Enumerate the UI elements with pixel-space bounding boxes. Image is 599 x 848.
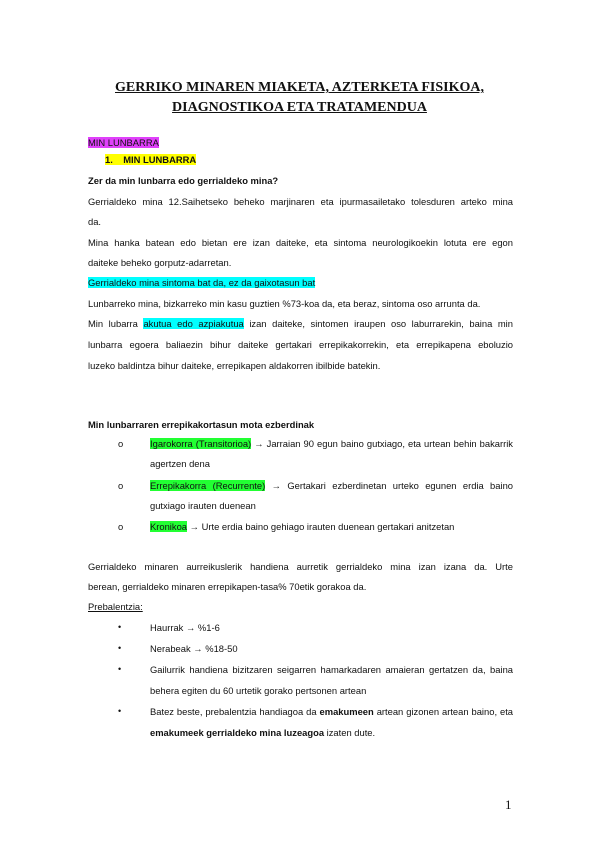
section-heading bbox=[88, 136, 513, 149]
prevalence-item-4-line-2: emakumeek gerrialdeko mina luzeagoa izaten dute. bbox=[150, 727, 376, 738]
highlight-sentence-line bbox=[88, 276, 513, 289]
type-3-label: Kronikoa bbox=[150, 521, 188, 532]
paragraph-1-line-2: da. bbox=[88, 216, 102, 227]
list-bullet: o bbox=[118, 438, 124, 449]
subsection-label: MIN LUNBARRA bbox=[123, 154, 197, 165]
page-number: 1 bbox=[505, 797, 512, 812]
question-heading: Zer da min lunbarra edo gerrialdeko mina? bbox=[88, 175, 279, 186]
type-3-line-1: Kronikoa → Urte erdia baino gehiago irauten duenean gertakari anitzetan bbox=[150, 521, 455, 532]
type-1-line-1: Igarokorra (Transitorioa) → Jarraian 90 egun baino gutxiago, eta urtean behin bakarrik bbox=[150, 438, 513, 449]
prevalence-item-2: Nerabeak → %18-50 bbox=[150, 643, 238, 654]
type-1-line-2: agertzen dena bbox=[150, 458, 210, 469]
list-bullet: o bbox=[118, 521, 124, 532]
prevalence-item-1: Haurrak → %1-6 bbox=[150, 622, 220, 633]
paragraph-3: Lunbarreko mina, bizkarreko min kasu guztien %73-koa da, eta beraz, sintoma oso arrunta da. bbox=[88, 298, 481, 309]
paragraph-2-line-1: Mina hanka batean edo bietan ere izan daiteke, eta sintoma neurologikoekin lotuta ere egon bbox=[88, 237, 513, 248]
paragraph-4-line-1: Min lubarra akutua edo azpiakutua izan daiteke, sintomen iraupen oso laburrarekin, baina min bbox=[88, 318, 513, 329]
type-2-label: Errepikakorra (Recurrente) bbox=[150, 480, 266, 491]
paragraph-1-line-1: Gerrialdeko mina 12.Saihetseko beheko marjinaren eta ipurmasailetako tolesduren arteko mina bbox=[88, 196, 513, 207]
list-bullet: o bbox=[118, 480, 124, 491]
paragraph-5-line-2: berean, gerrialdeko minaren errepikapen-tasa% 70etik gorakoa da. bbox=[88, 581, 367, 592]
subsection-number: 1. MIN LUNBARRA bbox=[105, 154, 197, 165]
paragraph-5-line-1: Gerrialdeko minaren aurreikuslerik handiena aurretik gerrialdeko mina izan izana da. Urte bbox=[88, 561, 513, 572]
highlight-sentence: Gerrialdeko mina sintoma bat da, ez da gaixotasun bat bbox=[88, 277, 316, 288]
subsection-heading bbox=[105, 153, 530, 166]
prevalence-item-3-line-1: Gailurrik handiena bizitzaren seigarren hamarkadaren amaieran gertatzen da, baina bbox=[150, 664, 513, 675]
type-2-line-2: gutxiago irauten duenean bbox=[150, 500, 256, 511]
title-line-1: GERRIKO MINAREN MIAKETA, AZTERKETA FISIKOA, bbox=[115, 80, 484, 95]
list-bullet: • bbox=[118, 706, 122, 716]
acute-highlight: akutua edo azpiakutua bbox=[143, 318, 244, 329]
prevalence-heading: Prebalentzia: bbox=[88, 601, 143, 612]
section-label: MIN LUNBARRA bbox=[88, 137, 159, 148]
prevalence-item-4-line-1: Batez beste, prebalentzia handiagoa da emakumeen artean gizonen artean baino, eta bbox=[150, 706, 514, 717]
list-bullet: • bbox=[118, 643, 122, 653]
paragraph-4-line-2: lunbarra egoera baliaezin bihur daiteke gertakari errepikakorrekin, eta errepikapena eboluzio bbox=[88, 339, 513, 350]
type-2-line-1: Errepikakorra (Recurrente) → Gertakari ezberdinetan urteko egunen erdia baino bbox=[150, 480, 513, 491]
prevalence-item-3-line-2: behera egiten du 60 urtetik gorako pertsonen artean bbox=[150, 685, 367, 696]
paragraph-2-line-2: daiteke beheko gorputz-adarretan. bbox=[88, 257, 232, 268]
list-bullet: • bbox=[118, 622, 122, 632]
list-bullet: • bbox=[118, 664, 122, 674]
types-heading: Min lunbarraren errepikakortasun mota ezberdinak bbox=[88, 419, 315, 430]
type-1-label: Igarokorra (Transitorioa) bbox=[150, 438, 252, 449]
title-line-2: DIAGNOSTIKOA ETA TRATAMENDUA bbox=[172, 100, 427, 115]
paragraph-4-line-3: luzeko baldintza bihur daiteke, errepikapen aldakorren ibilbide batekin. bbox=[88, 360, 381, 371]
